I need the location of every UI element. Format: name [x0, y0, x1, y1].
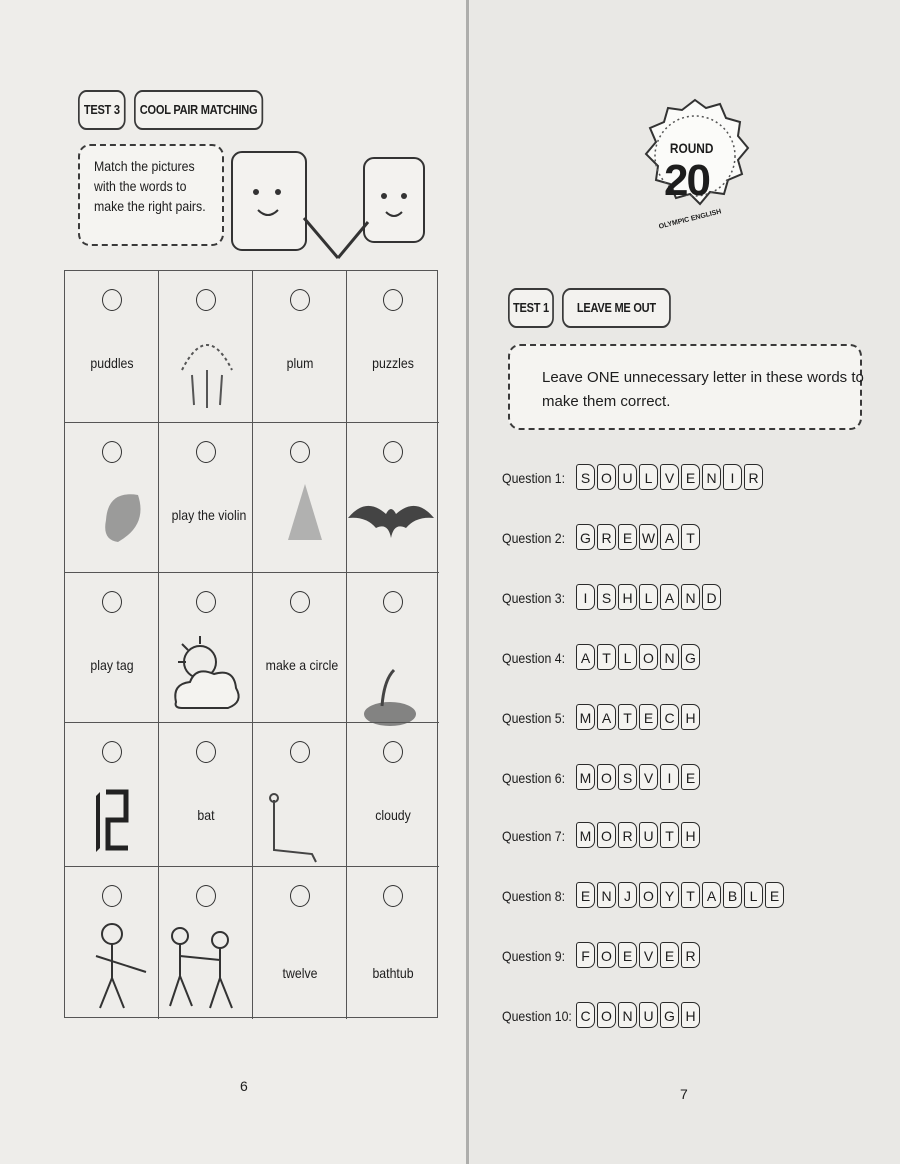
letter-box[interactable]: V — [660, 464, 679, 490]
letter-box[interactable]: I — [576, 584, 595, 610]
letter-box[interactable]: S — [597, 584, 616, 610]
bat-picture-icon — [346, 488, 436, 548]
letter-box[interactable]: J — [618, 882, 637, 908]
cell-word: plum — [286, 355, 314, 371]
answer-circle[interactable] — [196, 289, 216, 311]
answer-circle[interactable] — [290, 441, 310, 463]
children-playing-picture-icon — [160, 916, 246, 1016]
grid-cell — [347, 867, 439, 1019]
question-label: Question 6: — [502, 770, 566, 786]
question-label: Question 10: — [502, 1008, 572, 1024]
answer-circle[interactable] — [383, 741, 403, 763]
answer-circle[interactable] — [102, 885, 122, 907]
letter-box[interactable]: A — [660, 524, 679, 550]
letter-box[interactable]: B — [723, 882, 742, 908]
letter-box[interactable]: M — [576, 822, 595, 848]
letter-box[interactable]: A — [597, 704, 616, 730]
cell-word: play tag — [90, 657, 134, 673]
question-label: Question 3: — [502, 590, 566, 606]
wizard-picture-icon — [280, 480, 330, 550]
letter-box[interactable]: R — [744, 464, 763, 490]
answer-circle[interactable] — [196, 441, 216, 463]
letter-box[interactable]: O — [639, 882, 658, 908]
letter-box[interactable]: M — [576, 704, 595, 730]
letter-boxes — [576, 524, 702, 550]
letter-box[interactable]: O — [597, 1002, 616, 1028]
cell-word: make a circle — [265, 657, 339, 673]
instruction-text-right: Leave ONE unnecessary letter in these words to make them correct. — [542, 369, 864, 410]
cell-word: play the violin — [171, 507, 247, 523]
grid-cell — [253, 573, 347, 723]
letter-boxes — [576, 644, 702, 670]
letter-boxes — [576, 882, 786, 908]
round-subtitle: OLYMPIC ENGLISH — [658, 208, 723, 231]
question-label: Question 5: — [502, 710, 566, 726]
answer-circle[interactable] — [102, 741, 122, 763]
letter-box[interactable]: U — [639, 1002, 658, 1028]
grid-cell — [65, 573, 159, 723]
cell-word: bat — [197, 807, 215, 823]
letter-box[interactable]: H — [618, 584, 637, 610]
cell-word: twelve — [282, 965, 318, 981]
test-title-left: COOL PAIR MATCHING — [134, 90, 263, 130]
cell-word: puddles — [90, 355, 134, 371]
letter-box[interactable]: O — [597, 464, 616, 490]
question-label: Question 1: — [502, 470, 566, 486]
letter-box[interactable]: H — [681, 822, 700, 848]
grid-cell — [159, 723, 253, 867]
grid-cell — [253, 271, 347, 423]
letter-box[interactable]: T — [681, 882, 700, 908]
letter-box[interactable]: L — [639, 464, 658, 490]
letter-box[interactable]: C — [660, 704, 679, 730]
question-label: Question 4: — [502, 650, 566, 666]
letter-boxes — [576, 464, 765, 490]
letter-box[interactable]: F — [576, 942, 595, 968]
letter-box[interactable]: A — [576, 644, 595, 670]
answer-circle[interactable] — [102, 591, 122, 613]
question-label: Question 2: — [502, 530, 566, 546]
question-label: Question 9: — [502, 948, 566, 964]
letter-box[interactable]: A — [702, 882, 721, 908]
letter-box[interactable]: O — [597, 942, 616, 968]
instruction-box-right — [508, 344, 862, 430]
grid-cell — [347, 271, 439, 423]
letter-boxes — [576, 942, 702, 968]
answer-circle[interactable] — [102, 441, 122, 463]
answer-circle[interactable] — [383, 885, 403, 907]
letter-box[interactable]: V — [639, 942, 658, 968]
mud-puddle-picture-icon — [360, 640, 420, 730]
answer-circle[interactable] — [290, 289, 310, 311]
sun-cloud-picture-icon — [168, 622, 244, 722]
letter-box[interactable]: G — [576, 524, 595, 550]
instruction-box-left — [78, 144, 224, 246]
letter-box[interactable]: E — [618, 524, 637, 550]
letter-box[interactable]: L — [744, 882, 763, 908]
letter-box[interactable]: T — [597, 644, 616, 670]
letter-box[interactable]: S — [618, 764, 637, 790]
test-title-right: LEAVE ME OUT — [562, 288, 671, 328]
answer-circle[interactable] — [102, 289, 122, 311]
letter-box[interactable]: A — [660, 584, 679, 610]
letter-box[interactable]: O — [639, 644, 658, 670]
grid-cell — [159, 423, 253, 573]
letter-box[interactable]: E — [639, 704, 658, 730]
letter-box[interactable]: N — [681, 584, 700, 610]
letter-box[interactable]: I — [660, 764, 679, 790]
book-spine — [466, 0, 469, 1164]
letter-box[interactable]: C — [576, 1002, 595, 1028]
letter-box[interactable]: N — [597, 882, 616, 908]
letter-box[interactable]: O — [597, 764, 616, 790]
grid-cell — [347, 723, 439, 867]
fountain-picture-icon — [172, 330, 242, 410]
answer-circle[interactable] — [290, 741, 310, 763]
letter-box[interactable]: T — [618, 704, 637, 730]
letter-box[interactable]: H — [681, 704, 700, 730]
cell-word: puzzles — [372, 355, 414, 371]
letter-box[interactable]: H — [681, 1002, 700, 1028]
letter-box[interactable]: S — [576, 464, 595, 490]
letter-box[interactable]: L — [618, 644, 637, 670]
answer-circle[interactable] — [196, 885, 216, 907]
page-number-left: 6 — [240, 1078, 248, 1094]
cell-word: cloudy — [375, 807, 411, 823]
letter-box[interactable]: T — [660, 822, 679, 848]
letter-box[interactable]: I — [723, 464, 742, 490]
instruction-text-left: Match the pictures with the words to make the right pairs. — [94, 158, 206, 214]
letter-box[interactable]: R — [597, 524, 616, 550]
letter-box[interactable]: E — [660, 942, 679, 968]
answer-circle[interactable] — [383, 289, 403, 311]
ball-picture-icon — [98, 480, 148, 550]
letter-boxes — [576, 1002, 702, 1028]
letter-box[interactable]: Y — [660, 882, 679, 908]
letter-box[interactable]: O — [597, 822, 616, 848]
test-label-left: TEST 3 — [78, 90, 126, 130]
letter-boxes — [576, 704, 702, 730]
letter-box[interactable]: R — [681, 942, 700, 968]
violin-player-picture-icon — [76, 914, 156, 1014]
letter-box[interactable]: G — [681, 644, 700, 670]
letter-box[interactable]: E — [681, 764, 700, 790]
letter-box[interactable]: U — [618, 464, 637, 490]
letter-box[interactable]: E — [576, 882, 595, 908]
answer-circle[interactable] — [383, 591, 403, 613]
letter-box[interactable]: E — [765, 882, 784, 908]
letter-box[interactable]: L — [639, 584, 658, 610]
answer-circle[interactable] — [383, 441, 403, 463]
letter-box[interactable]: R — [618, 822, 637, 848]
bathtub-picture-icon — [262, 790, 322, 870]
letter-boxes — [576, 764, 702, 790]
cell-word: bathtub — [372, 965, 414, 981]
question-label: Question 7: — [502, 828, 566, 844]
letter-boxes — [576, 822, 702, 848]
answer-circle[interactable] — [196, 741, 216, 763]
letter-boxes — [576, 584, 723, 610]
letter-box[interactable]: T — [681, 524, 700, 550]
letter-box[interactable]: U — [639, 822, 658, 848]
letter-box[interactable]: E — [681, 464, 700, 490]
answer-circle[interactable] — [196, 591, 216, 613]
letter-box[interactable]: N — [702, 464, 721, 490]
letter-box[interactable]: E — [618, 942, 637, 968]
letter-box[interactable]: V — [639, 764, 658, 790]
matching-cartoon-icon — [228, 148, 428, 268]
letter-box[interactable]: N — [660, 644, 679, 670]
answer-circle[interactable] — [290, 885, 310, 907]
letter-box[interactable]: M — [576, 764, 595, 790]
grid-cell — [253, 867, 347, 1019]
letter-box[interactable]: G — [660, 1002, 679, 1028]
letter-box[interactable]: W — [639, 524, 658, 550]
grid-cell — [65, 271, 159, 423]
round-number: 20 — [664, 156, 709, 205]
number-twelve-picture-icon — [92, 788, 132, 858]
answer-circle[interactable] — [290, 591, 310, 613]
question-label: Question 8: — [502, 888, 566, 904]
test-label-right: TEST 1 — [508, 288, 554, 328]
letter-box[interactable]: N — [618, 1002, 637, 1028]
round-label: ROUND — [669, 140, 714, 156]
letter-box[interactable]: D — [702, 584, 721, 610]
page-number-right: 7 — [680, 1086, 688, 1102]
